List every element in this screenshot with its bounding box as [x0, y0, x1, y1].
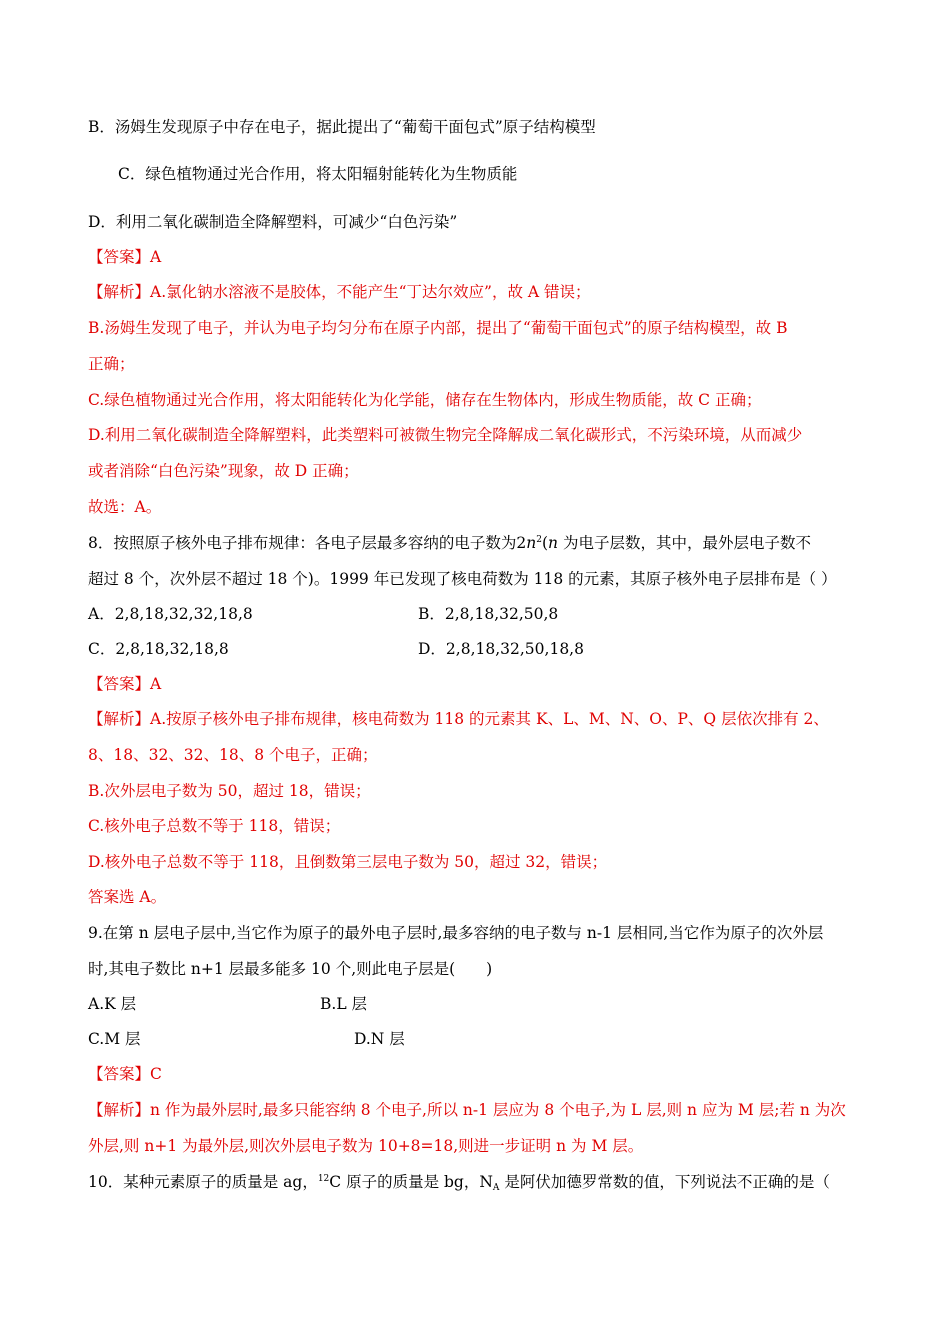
q7-analysis-line: 【解析】A.氯化钠水溶液不是胶体，不能产生“丁达尔效应”，故 A 错误；: [88, 283, 591, 301]
q8-stem-var: n: [548, 534, 559, 552]
q10-stem-text: 10．某种元素原子的质量是 ag，: [88, 1173, 318, 1191]
q10-avogadro-subscript: A: [492, 1183, 500, 1193]
q9-answer: 【答案】C: [88, 1065, 162, 1083]
q8-formula: [516, 534, 542, 552]
q8-analysis-line: 答案选 A。: [88, 888, 167, 906]
q9-analysis-line: 【解析】n 作为最外层时,最多只能容纳 8 个电子,所以 n-1 层应为 8 个电子,为 L 层,则 n 应为 M 层;若 n 为次: [88, 1101, 846, 1119]
q7-analysis-line: 或者消除“白色污染”现象，故 D 正确；: [88, 462, 359, 480]
q8-formula-var: n: [526, 534, 537, 552]
q7-analysis-line: 故选：A。: [88, 498, 162, 516]
q7-option-b: B．汤姆生发现原子中存在电子，据此提出了“葡萄干面包式”原子结构模型: [88, 118, 596, 136]
q7-analysis-line: C.绿色植物通过光合作用，将太阳能转化为化学能，储存在生物体内，形成生物质能，故 C 正确；: [88, 391, 762, 409]
q8-analysis-line: D.核外电子总数不等于 118，且倒数第三层电子数为 50，超过 32，错误；: [88, 853, 608, 871]
q7-answer: 【答案】A: [88, 248, 162, 266]
q7-analysis-line: D.利用二氧化碳制造全降解塑料，此类塑料可被微生物完全降解成二氧化碳形式，不污染环境，从而减少: [88, 426, 803, 444]
q8-stem-paren: (: [541, 534, 549, 552]
q8-analysis-line: C.核外电子总数不等于 118，错误；: [88, 817, 341, 835]
q8-formula-exp: 2: [536, 535, 542, 545]
q8-option-a: A．2,8,18,32,32,18,8: [88, 605, 253, 623]
q10-isotope-mass-number: 12: [317, 1174, 330, 1184]
q8-stem-line-1: [88, 533, 811, 553]
q8-stem-text: 为电子层数，其中，最外层电子数不: [558, 534, 811, 552]
q10-stem-text: 原子的质量是 bg，N: [341, 1173, 493, 1191]
q9-option-d: D.N 层: [354, 1030, 405, 1048]
q10-stem-line-1: [88, 1172, 830, 1192]
q9-stem-line-2: 时,其电子数比 n+1 层最多能多 10 个,则此电子层是( ): [88, 960, 493, 978]
q9-option-c: C.M 层: [88, 1030, 141, 1048]
q10-stem-text: 是阿伏加德罗常数的值，下列说法不正确的是（: [499, 1173, 830, 1191]
q8-analysis-line: B.次外层电子数为 50，超过 18，错误；: [88, 782, 371, 800]
q8-option-d: D．2,8,18,32,50,18,8: [418, 640, 584, 658]
q7-option-d: D．利用二氧化碳制造全降解塑料，可减少“白色污染”: [88, 213, 458, 231]
q8-analysis-line: 【解析】A.按原子核外电子排布规律，核电荷数为 118 的元素其 K、L、M、N、O、P、Q 层依次排有 2、: [88, 710, 829, 728]
q8-stem-line-2: 超过 8 个，次外层不超过 18 个)。1999 年已发现了核电荷数为 118 的元素，其原子核外电子层排布是（ ）: [88, 570, 837, 588]
q7-option-c: C．绿色植物通过光合作用，将太阳辐射能转化为生物质能: [118, 165, 518, 183]
q9-option-b: B.L 层: [320, 995, 368, 1013]
q8-analysis-line: 8、18、32、32、18、8 个电子，正确；: [88, 746, 378, 764]
q8-formula-coef: 2: [516, 534, 527, 552]
q8-answer: 【答案】A: [88, 675, 162, 693]
q9-option-a: A.K 层: [88, 995, 137, 1013]
q10-isotope-symbol: C: [329, 1173, 342, 1191]
q7-analysis-line: B.汤姆生发现了电子，并认为电子均匀分布在原子内部，提出了“葡萄干面包式”的原子结构模型，故 B: [88, 319, 788, 337]
q9-stem-line-1: 9.在第 n 层电子层中,当它作为原子的最外电子层时,最多容纳的电子数与 n-1 层相同,当它作为原子的次外层: [88, 924, 824, 942]
q8-stem-text: 8．按照原子核外电子排布规律：各电子层最多容纳的电子数为: [88, 534, 517, 552]
q9-analysis-line: 外层,则 n+1 为最外层,则次外层电子数为 10+8=18,则进一步证明 n 为 M 层。: [88, 1137, 644, 1155]
q8-option-b: B．2,8,18,32,50,8: [418, 605, 559, 623]
q8-option-c: C．2,8,18,32,18,8: [88, 640, 229, 658]
q7-analysis-line: 正确；: [88, 355, 135, 373]
